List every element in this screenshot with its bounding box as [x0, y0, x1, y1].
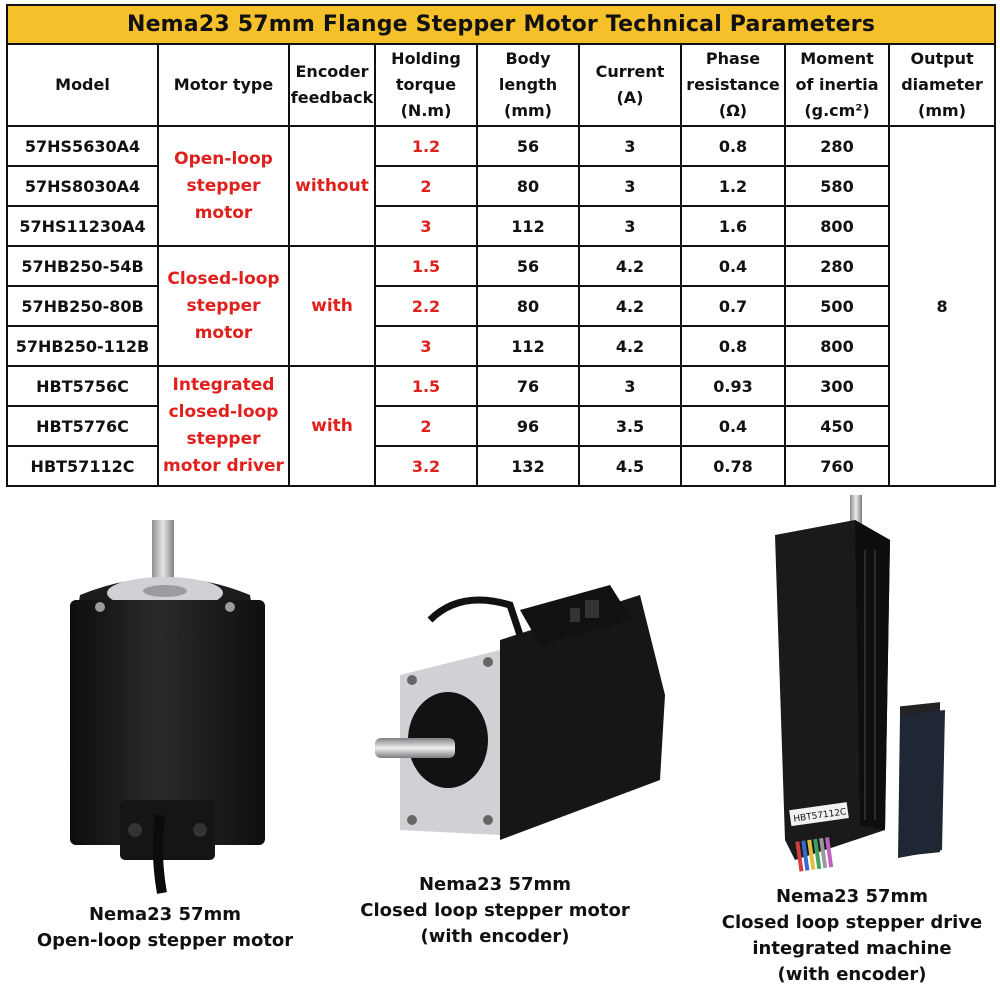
motor-type-line: motor [194, 202, 253, 223]
header-torque-line: torque [395, 75, 457, 94]
spec-table [6, 4, 996, 487]
motor-type-line: closed-loop [168, 402, 279, 422]
resistance-cell: 0.4 [681, 406, 785, 446]
model-cell: 57HS11230A4 [7, 206, 158, 246]
caption-line: Nema23 57mm [88, 904, 242, 925]
header-length-line: (mm) [504, 101, 552, 120]
open-loop-motor-image [60, 515, 275, 895]
length-cell: 80 [477, 166, 579, 206]
torque-cell: 1.5 [375, 246, 477, 286]
header-current-line: Current [595, 62, 665, 81]
header-torque-line: (N.m) [400, 101, 452, 120]
caption-line: Closed loop stepper motor [360, 900, 630, 921]
diameter-cell: 8 [889, 126, 995, 486]
header-current [579, 44, 681, 126]
header-model: Model [7, 44, 158, 126]
table-row [7, 126, 995, 166]
table-row [7, 166, 995, 206]
header-length-line: length [498, 75, 558, 94]
motor-type-line: Open-loop [174, 148, 273, 169]
table-row [7, 366, 995, 406]
resistance-cell: 0.93 [681, 366, 785, 406]
inertia-cell: 800 [785, 206, 889, 246]
open-loop-motor-caption [20, 902, 310, 954]
torque-cell: 2 [375, 166, 477, 206]
model-cell: HBT5776C [7, 406, 158, 446]
header-inertia-line: of inertia [795, 75, 879, 94]
torque-cell: 3 [375, 206, 477, 246]
length-cell: 76 [477, 366, 579, 406]
motor-type-cell [158, 246, 289, 366]
header-motor-type: Motor type [158, 44, 289, 126]
current-cell: 4.2 [579, 286, 681, 326]
resistance-cell: 1.6 [681, 206, 785, 246]
header-resistance-line: resistance [686, 75, 780, 94]
model-cell: HBT57112C [7, 446, 158, 486]
motor-type-cell [158, 126, 289, 246]
table-row [7, 446, 995, 486]
encoder-cell: with [289, 366, 375, 486]
table-title: Nema23 57mm Flange Stepper Motor Technical Parameters [7, 5, 995, 44]
closed-loop-motor-caption [355, 872, 635, 950]
motor-type-line: motor [194, 322, 253, 343]
resistance-cell: 0.78 [681, 446, 785, 486]
motor-type-line: Closed-loop [167, 268, 280, 289]
table-row [7, 406, 995, 446]
inertia-cell: 500 [785, 286, 889, 326]
inertia-cell: 800 [785, 326, 889, 366]
caption-line: Open-loop stepper motor [36, 930, 294, 951]
header-resistance-line: (Ω) [718, 101, 748, 120]
current-cell: 3 [579, 206, 681, 246]
resistance-cell: 0.4 [681, 246, 785, 286]
inertia-cell: 580 [785, 166, 889, 206]
driver-label-text: HBT57112C [792, 807, 848, 825]
header-encoder-line: Encoder [295, 62, 369, 81]
torque-cell: 3.2 [375, 446, 477, 486]
torque-cell: 2 [375, 406, 477, 446]
integrated-driver-caption [712, 884, 992, 988]
torque-cell: 3 [375, 326, 477, 366]
resistance-cell: 0.8 [681, 126, 785, 166]
header-encoder-line: feedback [290, 88, 374, 107]
resistance-cell: 0.8 [681, 326, 785, 366]
torque-cell: 1.5 [375, 366, 477, 406]
inertia-cell: 760 [785, 446, 889, 486]
caption-line: integrated machine [752, 938, 952, 959]
motor-type-line: stepper [186, 295, 261, 316]
current-cell: 4.5 [579, 446, 681, 486]
header-inertia-line: (g.cm²) [804, 101, 870, 120]
caption-line: Nema23 57mm [775, 886, 929, 907]
length-cell: 96 [477, 406, 579, 446]
model-cell: HBT5756C [7, 366, 158, 406]
current-cell: 4.2 [579, 326, 681, 366]
motor-type-cell [158, 366, 289, 486]
motor-type-line: motor driver [163, 456, 284, 476]
length-cell: 56 [477, 246, 579, 286]
header-length-line: Body [505, 49, 551, 68]
inertia-cell: 280 [785, 246, 889, 286]
motor-type-line: stepper [186, 429, 261, 449]
header-resistance [681, 44, 785, 126]
caption-line: Closed loop stepper drive [721, 912, 983, 933]
model-cell: 57HB250-80B [7, 286, 158, 326]
length-cell: 132 [477, 446, 579, 486]
header-resistance-line: Phase [705, 49, 761, 68]
current-cell: 3 [579, 166, 681, 206]
encoder-cell: with [289, 246, 375, 366]
current-cell: 3.5 [579, 406, 681, 446]
torque-cell: 1.2 [375, 126, 477, 166]
header-diameter-line: (mm) [918, 101, 967, 120]
model-cell: 57HS8030A4 [7, 166, 158, 206]
caption-line: Nema23 57mm [418, 874, 572, 895]
header-length [477, 44, 579, 126]
table-row [7, 286, 995, 326]
header-encoder [289, 44, 375, 126]
header-torque-line: Holding [391, 49, 461, 68]
table-row [7, 246, 995, 286]
caption-line: (with encoder) [777, 964, 927, 985]
motor-type-line: Integrated [172, 375, 275, 395]
length-cell: 112 [477, 206, 579, 246]
model-cell: 57HB250-54B [7, 246, 158, 286]
length-cell: 112 [477, 326, 579, 366]
length-cell: 56 [477, 126, 579, 166]
current-cell: 3 [579, 366, 681, 406]
header-diameter-line: Output [910, 49, 974, 68]
motor-type-line: stepper [186, 175, 261, 196]
inertia-cell: 300 [785, 366, 889, 406]
torque-cell: 2.2 [375, 286, 477, 326]
integrated-driver-image [770, 490, 950, 875]
table-row [7, 206, 995, 246]
closed-loop-motor-image [370, 580, 670, 855]
model-cell: 57HB250-112B [7, 326, 158, 366]
header-current-line: (A) [616, 88, 644, 107]
header-inertia [785, 44, 889, 126]
header-inertia-line: Moment [800, 49, 874, 68]
table-row [7, 326, 995, 366]
resistance-cell: 0.7 [681, 286, 785, 326]
current-cell: 3 [579, 126, 681, 166]
length-cell: 80 [477, 286, 579, 326]
inertia-cell: 450 [785, 406, 889, 446]
caption-line: (with encoder) [420, 926, 570, 947]
model-cell: 57HS5630A4 [7, 126, 158, 166]
inertia-cell: 280 [785, 126, 889, 166]
header-row [7, 44, 995, 126]
header-diameter [889, 44, 995, 126]
current-cell: 4.2 [579, 246, 681, 286]
encoder-cell: without [289, 126, 375, 246]
resistance-cell: 1.2 [681, 166, 785, 206]
header-diameter-line: diameter [901, 75, 983, 94]
header-torque [375, 44, 477, 126]
